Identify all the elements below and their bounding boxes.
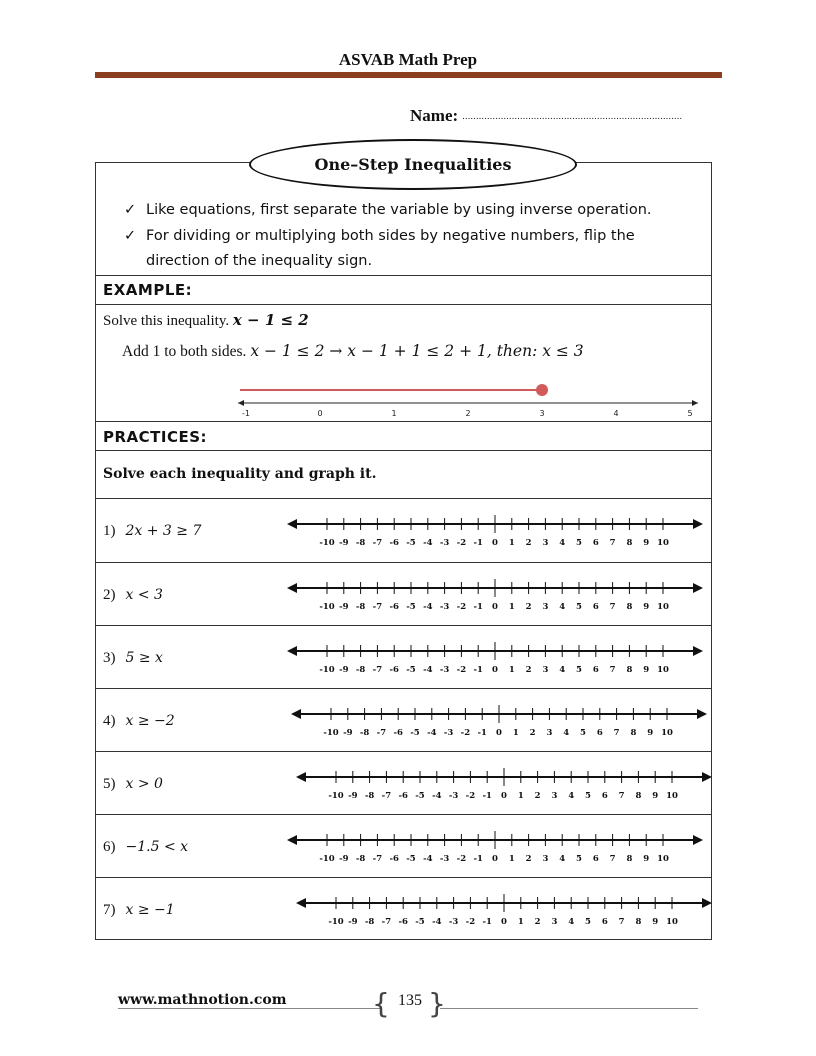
tick-label: 2 [529, 728, 536, 738]
tick-label: -3 [448, 791, 459, 801]
tick-label: 3 [542, 538, 549, 548]
tick-label: 9 [652, 791, 659, 801]
tick-label: 1 [508, 602, 515, 612]
tick-label: -9 [339, 665, 349, 675]
left-arrow-icon [287, 583, 297, 593]
tick-label: -5 [406, 665, 416, 675]
tick-label: -2 [456, 538, 467, 548]
tick-label: 4 [568, 791, 575, 801]
example-problem [103, 311, 309, 330]
tick-label: -4 [423, 854, 433, 864]
tick-label: -7 [376, 728, 387, 738]
tick-label: -8 [364, 917, 375, 927]
left-arrow-icon [296, 898, 306, 908]
tick-label: 3 [551, 791, 558, 801]
divider [95, 625, 712, 626]
tick-label: 5 [576, 665, 582, 675]
tick-label: 0 [492, 854, 498, 864]
example-number-line [236, 380, 700, 424]
problem-label [103, 839, 188, 856]
right-arrow-icon [697, 709, 707, 719]
tick-label: -10 [319, 665, 335, 675]
tick-label: -1 [482, 791, 492, 801]
tick-label: 1 [517, 917, 524, 927]
problem-expression: x < 3 [125, 587, 163, 603]
tick-label: 7 [609, 538, 616, 548]
tick-label: -10 [319, 602, 335, 612]
tick-label: -2 [456, 854, 467, 864]
number-line-svg [287, 641, 703, 681]
tick-label: -6 [398, 791, 408, 801]
tick-label: -9 [339, 538, 349, 548]
divider [95, 562, 712, 563]
tick-label: -6 [389, 854, 399, 864]
tick-label: 9 [643, 665, 650, 675]
tick-label: 0 [496, 728, 502, 738]
worksheet-title-text: One–Step Inequalities [314, 155, 512, 174]
problem-label [103, 902, 175, 919]
tick-label: 5 [580, 728, 586, 738]
answer-number-line[interactable] [287, 641, 703, 685]
tick-label: -9 [339, 854, 349, 864]
answer-number-line[interactable] [287, 514, 703, 558]
tip-item [124, 228, 635, 244]
right-arrow-icon [702, 898, 712, 908]
tick-label: 9 [643, 602, 650, 612]
tip-text-continued: direction of the inequality sign. [146, 253, 373, 269]
problem-expression: 5 ≥ x [125, 650, 163, 666]
tick-label: 1 [391, 409, 397, 418]
tick-label: 5 [585, 917, 591, 927]
tip-text: Like equations, first separate the variable by using inverse operation. [146, 202, 652, 218]
example-problem-math: x − 1 ≤ 2 [232, 311, 309, 329]
tick-label: 10 [661, 728, 673, 738]
tick-label: -8 [355, 665, 366, 675]
problem-number: 1) [103, 523, 116, 539]
tick-label: -7 [372, 538, 383, 548]
right-arrow-icon [692, 400, 698, 406]
tick-label: 10 [666, 791, 678, 801]
example-problem-prefix: Solve this inequality. [103, 313, 230, 329]
left-arrow-icon [287, 835, 297, 845]
problem-number: 2) [103, 587, 116, 603]
footer-rule [118, 1008, 380, 1009]
tick-label: -10 [319, 538, 335, 548]
tick-label: 2 [525, 602, 532, 612]
tick-label: 6 [592, 665, 599, 675]
problem-label [103, 776, 163, 793]
example-number-line-svg [236, 380, 700, 420]
tick-label: 6 [592, 602, 599, 612]
tick-label: 8 [626, 602, 633, 612]
tick-label: -7 [372, 602, 383, 612]
problem-expression: −1.5 < x [125, 839, 189, 855]
tick-label: 1 [508, 665, 515, 675]
tip-text: For dividing or multiplying both sides by negative numbers, flip the [146, 228, 635, 244]
header-divider [95, 72, 722, 78]
tick-label: 10 [657, 602, 669, 612]
tick-label: -4 [423, 602, 433, 612]
problem-label [103, 650, 163, 667]
tick-label: 8 [630, 728, 637, 738]
problem-label [103, 523, 201, 540]
tick-label: -2 [456, 665, 467, 675]
divider [95, 450, 712, 451]
tick-label: 2 [534, 791, 541, 801]
tick-label: -3 [439, 854, 450, 864]
tick-label: -1 [473, 602, 483, 612]
divider [95, 688, 712, 689]
tick-label: 0 [492, 538, 498, 548]
example-solution [122, 342, 584, 361]
tick-label: -4 [423, 665, 433, 675]
tick-label: 5 [687, 409, 693, 418]
tick-label: -7 [381, 791, 392, 801]
example-solution-math: x − 1 ≤ 2 → x − 1 + 1 ≤ 2 + 1, then: x ≤ 3 [250, 342, 584, 360]
right-arrow-icon [693, 646, 703, 656]
divider [95, 275, 712, 276]
tick-label: 1 [508, 854, 515, 864]
tick-label: 4 [568, 917, 575, 927]
tick-label: 10 [657, 665, 669, 675]
worksheet-title [249, 139, 577, 190]
tick-label: -2 [460, 728, 471, 738]
tick-label: -4 [432, 917, 442, 927]
tick-label: -5 [415, 791, 425, 801]
tick-label: -6 [389, 665, 399, 675]
left-arrow-icon [238, 400, 244, 406]
tick-label: 8 [626, 854, 633, 864]
tick-label: -1 [482, 917, 492, 927]
tick-label: 7 [609, 665, 616, 675]
tick-label: -6 [393, 728, 403, 738]
tick-label: -8 [359, 728, 370, 738]
left-arrow-icon [287, 646, 297, 656]
check-icon: ✓ [124, 202, 137, 218]
tick-label: 0 [501, 917, 507, 927]
tick-label: 1 [517, 791, 524, 801]
tick-label: 6 [601, 917, 608, 927]
problem-number: 7) [103, 902, 116, 918]
tick-label: 1 [512, 728, 519, 738]
divider [95, 498, 712, 499]
problem-expression: x ≥ −1 [125, 902, 175, 918]
right-brace-icon: } [428, 987, 446, 1020]
tick-label: 9 [643, 538, 650, 548]
tick-label: -3 [439, 665, 450, 675]
problem-expression: x ≥ −2 [125, 713, 175, 729]
practices-instruction: Solve each inequality and graph it. [103, 466, 377, 482]
tick-label: 0 [492, 602, 498, 612]
tick-label: -10 [328, 791, 344, 801]
answer-number-line[interactable] [291, 704, 707, 748]
tick-label: -7 [381, 917, 392, 927]
tick-label: 8 [626, 665, 633, 675]
divider [95, 304, 712, 305]
tick-label: 4 [559, 602, 566, 612]
practices-heading: PRACTICES: [103, 428, 208, 446]
tick-label: 4 [559, 538, 566, 548]
example-solution-prefix: Add 1 to both sides. [122, 343, 247, 360]
tick-label: 6 [596, 728, 603, 738]
tick-label: -6 [398, 917, 408, 927]
tick-label: 2 [525, 854, 532, 864]
tick-label: 10 [657, 538, 669, 548]
tick-label: 10 [657, 854, 669, 864]
number-line-svg [296, 893, 712, 933]
tick-label: 2 [534, 917, 541, 927]
tick-label: 0 [317, 409, 323, 418]
footer-rule [440, 1008, 698, 1009]
divider [95, 877, 712, 878]
tick-label: -4 [432, 791, 442, 801]
tick-label: 4 [613, 409, 619, 418]
tick-label: -1 [473, 854, 483, 864]
tick-label: 9 [643, 854, 650, 864]
number-line-svg [287, 514, 703, 554]
tick-label: 10 [666, 917, 678, 927]
problem-number: 6) [103, 839, 116, 855]
tick-label: 3 [542, 602, 549, 612]
tick-label: -8 [355, 538, 366, 548]
tick-label: 9 [647, 728, 654, 738]
name-blank-line[interactable]: ................................................................................ [462, 111, 683, 121]
tick-label: -2 [465, 791, 476, 801]
tick-label: -5 [415, 917, 425, 927]
right-arrow-icon [702, 772, 712, 782]
tick-label: -2 [456, 602, 467, 612]
tick-label: -8 [364, 791, 375, 801]
tick-label: 3 [542, 665, 549, 675]
problem-number: 3) [103, 650, 116, 666]
answer-number-line[interactable] [296, 893, 712, 937]
tick-label: 1 [508, 538, 515, 548]
problem-expression: x > 0 [125, 776, 163, 792]
divider [95, 751, 712, 752]
tick-label: 0 [492, 665, 498, 675]
tick-label: 9 [652, 917, 659, 927]
tick-label: -9 [348, 917, 358, 927]
problem-number: 4) [103, 713, 116, 729]
right-arrow-icon [693, 519, 703, 529]
tick-label: -6 [389, 538, 399, 548]
tick-label: -7 [372, 854, 383, 864]
tick-label: -2 [465, 917, 476, 927]
tick-label: -4 [423, 538, 433, 548]
tick-label: 3 [539, 409, 545, 418]
tick-label: -1 [473, 665, 483, 675]
number-line-svg [291, 704, 707, 744]
tick-label: -3 [439, 602, 450, 612]
tick-label: 7 [618, 917, 625, 927]
tick-label: 7 [613, 728, 620, 738]
tick-label: 6 [592, 854, 599, 864]
tick-label: -4 [427, 728, 437, 738]
tick-label: -3 [448, 917, 459, 927]
number-line-svg [287, 578, 703, 618]
tick-label: 4 [563, 728, 570, 738]
number-line-svg [296, 767, 712, 807]
tick-label: 3 [542, 854, 549, 864]
tick-label: -3 [443, 728, 454, 738]
tick-label: 7 [618, 791, 625, 801]
tip-item [124, 202, 652, 218]
tick-label: -1 [477, 728, 487, 738]
tick-label: -10 [328, 917, 344, 927]
tick-label: 5 [576, 538, 582, 548]
tick-label: -7 [372, 665, 383, 675]
left-arrow-icon [296, 772, 306, 782]
number-line-svg [287, 830, 703, 870]
left-brace-icon: { [372, 987, 390, 1020]
problem-number: 5) [103, 776, 116, 792]
tick-label: 8 [635, 791, 642, 801]
tick-label: 4 [559, 665, 566, 675]
tick-label: -5 [406, 854, 416, 864]
problem-label [103, 587, 163, 604]
tick-label: -1 [242, 409, 250, 418]
tick-label: -8 [355, 602, 366, 612]
right-arrow-icon [693, 583, 703, 593]
tick-label: 5 [585, 791, 591, 801]
tick-label: -1 [473, 538, 483, 548]
tick-label: -8 [355, 854, 366, 864]
tick-label: 8 [635, 917, 642, 927]
tick-label: 8 [626, 538, 633, 548]
tick-label: 7 [609, 854, 616, 864]
tick-label: 6 [601, 791, 608, 801]
answer-number-line[interactable] [287, 830, 703, 874]
page-number: 135 [398, 992, 422, 1009]
tick-label: -5 [406, 602, 416, 612]
tick-label: -9 [339, 602, 349, 612]
tick-label: -5 [406, 538, 416, 548]
tick-label: 2 [465, 409, 471, 418]
check-icon: ✓ [124, 228, 137, 244]
tick-label: 2 [525, 665, 532, 675]
tick-label: -5 [410, 728, 420, 738]
left-arrow-icon [287, 519, 297, 529]
tick-label: -3 [439, 538, 450, 548]
page-header-title: ASVAB Math Prep [338, 50, 478, 69]
divider [95, 814, 712, 815]
tick-label: 7 [609, 602, 616, 612]
tick-label: -10 [319, 854, 335, 864]
tick-label: 4 [559, 854, 566, 864]
left-arrow-icon [291, 709, 301, 719]
name-field[interactable] [410, 106, 682, 126]
tick-label: 2 [525, 538, 532, 548]
example-heading: EXAMPLE: [103, 281, 193, 299]
right-arrow-icon [693, 835, 703, 845]
tick-label: 5 [576, 854, 582, 864]
tick-label: -9 [348, 791, 358, 801]
tick-label: 6 [592, 538, 599, 548]
problem-expression: 2x + 3 ≥ 7 [125, 523, 202, 539]
tick-label: 5 [576, 602, 582, 612]
tick-label: -9 [343, 728, 353, 738]
tick-label: -6 [389, 602, 399, 612]
tick-label: 0 [501, 791, 507, 801]
tick-label: 3 [546, 728, 553, 738]
problem-label [103, 713, 175, 730]
tick-label: -10 [323, 728, 339, 738]
tick-label: 3 [551, 917, 558, 927]
answer-number-line[interactable] [287, 578, 703, 622]
footer-url[interactable]: www.mathnotion.com [118, 992, 287, 1008]
answer-number-line[interactable] [296, 767, 712, 811]
solution-point [536, 384, 548, 396]
name-label: Name: [410, 106, 459, 125]
